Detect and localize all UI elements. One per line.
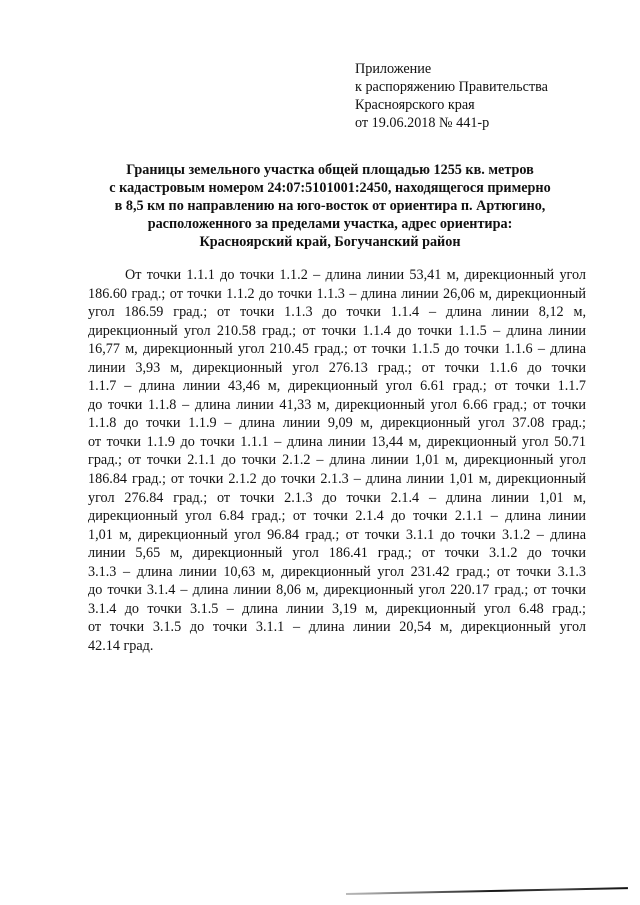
body-line: 16,77 м, дирекционный угол 210.45 град.; от точки 1.1.5 до точки 1.1.6 – длина bbox=[88, 341, 586, 358]
body-line: до точки 1.1.8 – длина линии 41,33 м, дирекционный угол 6.66 град.; от точки bbox=[88, 396, 586, 413]
body-line: линии 5,65 м, дирекционный угол 186.41 град.; от точки 3.1.2 до точки bbox=[88, 545, 586, 562]
appendix-label: Приложение bbox=[355, 61, 432, 77]
title-line: в 8,5 км по направлению на юго-восток от ориентира п. Артюгино, bbox=[114, 198, 546, 214]
document-title bbox=[60, 161, 600, 251]
body-line: от точки 1.1.9 до точки 1.1.1 – длина линии 13,44 м, дирекционный угол 50.71 bbox=[88, 433, 586, 450]
title-line: Границы земельного участка общей площадью 1255 кв. метров bbox=[126, 162, 534, 178]
title-line: с кадастровым номером 24:07:5101001:2450, находящегося примерно bbox=[109, 180, 551, 196]
body-line: От точки 1.1.1 до точки 1.1.2 – длина линии 53,41 м, дирекционный угол bbox=[125, 267, 586, 283]
appendix-date-number: от 19.06.2018 № 441-р bbox=[355, 115, 490, 131]
appendix-header bbox=[355, 60, 548, 132]
body-line: угол 276.84 град.; от точки 2.1.3 до точки 2.1.4 – длина линии 1,01 м, bbox=[88, 489, 586, 506]
title-line: расположенного за пределами участка, адрес ориентира: bbox=[147, 216, 513, 232]
appendix-region: Красноярского края bbox=[355, 97, 475, 113]
title-line: Красноярский край, Богучанский район bbox=[199, 234, 461, 250]
body-line: до точки 3.1.4 – длина линии 8,06 м, дирекционный угол 220.17 град.; от точки bbox=[88, 582, 586, 599]
boundary-description bbox=[88, 266, 586, 655]
body-line: угол 186.59 град.; от точки 1.1.3 до точки 1.1.4 – длина линии 8,12 м, bbox=[88, 304, 586, 321]
body-line: линии 3,93 м, дирекционный угол 276.13 град.; от точки 1.1.6 до точки bbox=[88, 359, 586, 376]
body-line: 186.60 град.; от точки 1.1.2 до точки 1.1.3 – длина линии 26,06 м, дирекционный bbox=[88, 285, 586, 302]
body-line: 3.1.4 до точки 3.1.5 – длина линии 3,19 м, дирекционный угол 6.48 град.; bbox=[88, 600, 586, 617]
body-line: от точки 3.1.5 до точки 3.1.1 – длина линии 20,54 м, дирекционный угол bbox=[88, 619, 586, 636]
body-line: 1,01 м, дирекционный угол 96.84 град.; от точки 3.1.1 до точки 3.1.2 – длина bbox=[88, 526, 586, 543]
body-line: 186.84 град.; от точки 2.1.2 до точки 2.1.3 – длина линии 1,01 м, дирекционный bbox=[88, 471, 586, 488]
scan-artifact-line bbox=[346, 887, 628, 895]
body-line: 1.1.8 до точки 1.1.9 – длина линии 9,09 м, дирекционный угол 37.08 град.; bbox=[88, 415, 586, 432]
body-line: град.; от точки 2.1.1 до точки 2.1.2 – длина линии 1,01 м, дирекционный угол bbox=[88, 452, 586, 469]
body-line: дирекционный угол 6.84 град.; от точки 2.1.4 до точки 2.1.1 – длина линии bbox=[88, 508, 586, 525]
body-line: 1.1.7 – длина линии 43,46 м, дирекционный угол 6.61 град.; от точки 1.1.7 bbox=[88, 378, 586, 395]
appendix-order-ref: к распоряжению Правительства bbox=[355, 79, 548, 95]
body-line: 3.1.3 – длина линии 10,63 м, дирекционный угол 231.42 град.; от точки 3.1.3 bbox=[88, 563, 586, 580]
body-line: 42.14 град. bbox=[88, 637, 154, 654]
body-line: дирекционный угол 210.58 град.; от точки 1.1.4 до точки 1.1.5 – длина линии bbox=[88, 322, 586, 339]
